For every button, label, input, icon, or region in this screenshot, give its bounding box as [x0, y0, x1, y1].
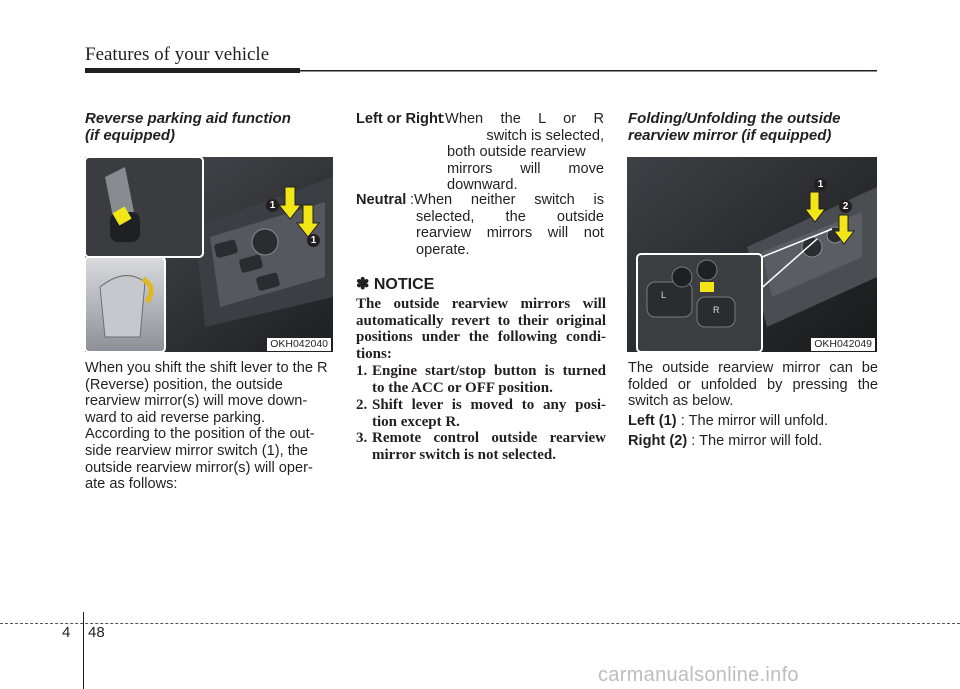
figure-code-right: OKH042049 — [811, 338, 875, 351]
header-rule — [85, 68, 877, 73]
left-para-line: When you shift the shift lever to the R — [85, 360, 328, 376]
notice-body — [356, 296, 606, 363]
chapter-number: 4 — [62, 624, 71, 641]
left-section-heading — [85, 110, 345, 144]
lr-desc-line: switch is selected, — [486, 127, 604, 144]
console-illustration — [85, 157, 333, 352]
right-heading-line1: Folding/Unfolding the outside — [628, 110, 841, 127]
notice-item-number: 1. — [356, 363, 368, 379]
callout-1: 1 — [814, 178, 827, 191]
left-para-line: outside rearview mirror(s) will oper- — [85, 459, 313, 476]
notice-heading — [356, 274, 434, 294]
term-left-or-right: Left or Right — [356, 111, 443, 127]
lr-desc-line: downward. — [447, 177, 518, 194]
notice-item-line: mirror switch is not selected. — [372, 446, 556, 463]
notice-line: automatically revert to their original — [356, 312, 606, 329]
notice-item-2 — [356, 397, 606, 430]
neutral-desc-line: :When neither switch is — [410, 192, 604, 208]
right-para-line: The outside rearview mirror can be — [628, 360, 878, 376]
notice-item-line: Remote control outside rearview — [372, 430, 606, 446]
notice-line: The outside rearview mirrors will — [356, 296, 606, 312]
desc-right-2: : The mirror will fold. — [691, 433, 823, 449]
term-neutral: Neutral — [356, 192, 407, 208]
notice-line: positions under the following condi- — [356, 329, 606, 346]
left-paragraph — [85, 360, 333, 493]
left-heading-line2: (if equipped) — [85, 127, 175, 144]
notice-item-line: to the ACC or OFF position. — [372, 379, 553, 396]
page-header-title: Features of your vehicle — [85, 44, 270, 65]
notice-title: NOTICE — [373, 276, 435, 293]
notice-asterisk-icon: ✽ — [356, 276, 370, 293]
callout-1b: 1 — [307, 234, 320, 247]
notice-item-line: Shift lever is moved to any posi- — [372, 397, 606, 413]
lr-desc-line: mirrors will move — [447, 160, 604, 177]
notice-item-1 — [356, 363, 606, 396]
notice-item-3 — [356, 430, 606, 463]
switch-letter-r: R — [713, 305, 720, 315]
left-heading-line1: Reverse parking aid function — [85, 110, 291, 127]
callout-2: 2 — [839, 200, 852, 213]
right-heading-line2: rearview mirror (if equipped) — [628, 127, 832, 144]
switch-letter-l: L — [661, 290, 667, 300]
definition-right-2 — [628, 433, 822, 450]
left-para-line: According to the position of the out- — [85, 426, 315, 443]
right-section-heading — [628, 110, 888, 144]
watermark: carmanualsonline.info — [598, 664, 799, 686]
neutral-desc-line: selected, the outside — [416, 208, 604, 225]
lr-desc-line: both outside rearview — [447, 144, 586, 161]
switch-illustration — [627, 157, 877, 352]
page-number: 48 — [88, 624, 105, 641]
term-right-2: Right (2) — [628, 433, 688, 449]
right-para-line: switch as below. — [628, 393, 734, 410]
fold-switch-photo — [627, 157, 877, 352]
desc-left-1: : The mirror will unfold. — [680, 413, 829, 429]
left-para-line: side rearview mirror switch (1), the — [85, 442, 309, 459]
lr-desc-line: :When the L or R — [441, 111, 604, 127]
left-para-line: ate as follows: — [85, 476, 178, 493]
definition-left-1 — [628, 413, 828, 430]
left-para-line: rearview mirror(s) will move down- — [85, 393, 308, 410]
footer-divider — [83, 612, 84, 689]
figure-code-left: OKH042040 — [267, 338, 331, 351]
callout-1a: 1 — [266, 199, 279, 212]
notice-line: tions: — [356, 346, 392, 363]
footer-dashed-rule — [0, 623, 960, 624]
left-para-line: (Reverse) position, the outside — [85, 376, 283, 393]
notice-item-line: tion except R. — [372, 413, 460, 430]
notice-item-number: 3. — [356, 430, 368, 446]
right-paragraph — [628, 360, 878, 410]
right-para-line: folded or unfolded by pressing the — [628, 376, 878, 393]
neutral-desc-line: operate. — [416, 241, 470, 258]
term-left-1: Left (1) — [628, 413, 677, 429]
neutral-desc-line: rearview mirrors will not — [416, 225, 604, 242]
notice-item-line: Engine start/stop button is turned — [372, 363, 606, 379]
notice-item-number: 2. — [356, 397, 368, 413]
left-para-line: ward to aid reverse parking. — [85, 409, 266, 426]
reverse-aid-photo — [85, 157, 333, 352]
